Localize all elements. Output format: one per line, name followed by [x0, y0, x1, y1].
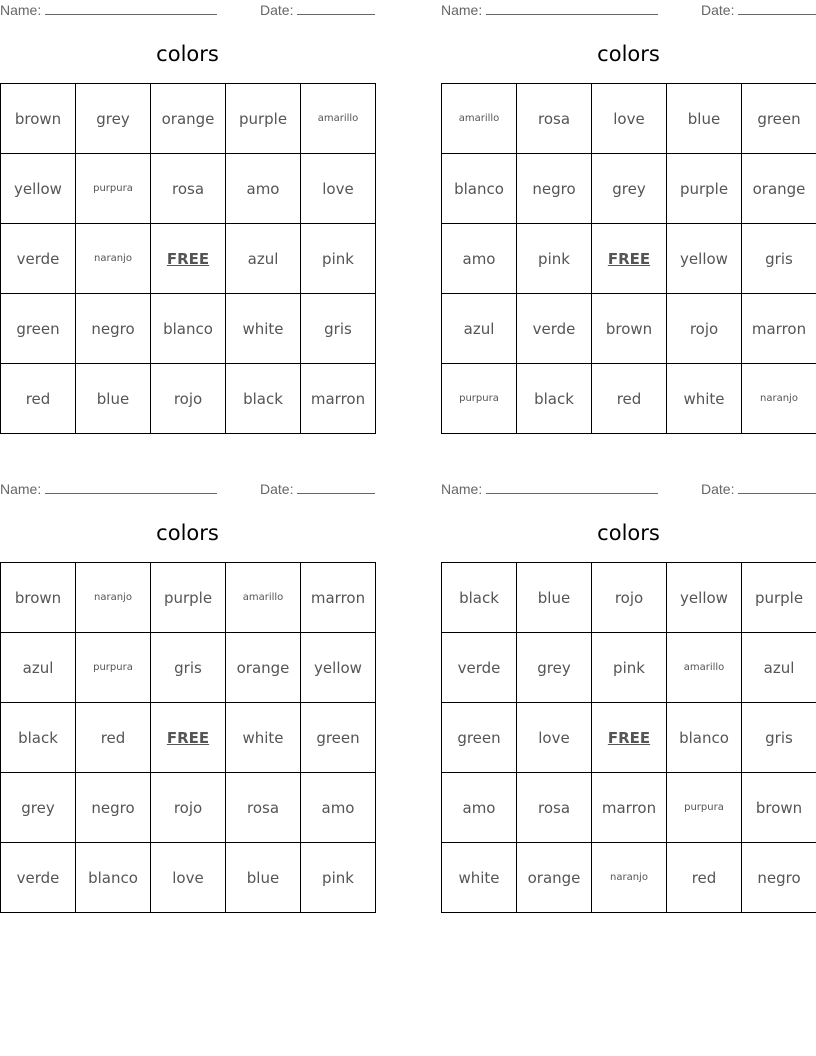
bingo-cell: negro — [76, 773, 151, 843]
bingo-cell: gris — [151, 633, 226, 703]
bingo-cell: green — [301, 703, 376, 773]
grid-row — [1, 703, 376, 773]
bingo-grid — [441, 83, 816, 434]
bingo-cell: purple — [151, 563, 226, 633]
bingo-cell: gris — [742, 703, 816, 773]
name-field — [441, 481, 658, 497]
bingo-cell: yellow — [301, 633, 376, 703]
date-field — [260, 481, 375, 497]
bingo-cell: negro — [742, 843, 816, 913]
bingo-cell: verde — [517, 294, 592, 364]
bingo-cell: red — [667, 843, 742, 913]
bingo-cell: grey — [1, 773, 76, 843]
grid-row — [1, 563, 376, 633]
bingo-cell: purpura — [76, 633, 151, 703]
bingo-cell: red — [76, 703, 151, 773]
name-field — [0, 481, 217, 497]
bingo-cell: verde — [442, 633, 517, 703]
bingo-cell: purple — [226, 84, 301, 154]
bingo-cell: love — [517, 703, 592, 773]
bingo-cell: rojo — [592, 563, 667, 633]
bingo-cell: green — [442, 703, 517, 773]
bingo-card-1 — [0, 0, 375, 440]
bingo-cell: naranjo — [742, 364, 816, 434]
bingo-cell: purpura — [442, 364, 517, 434]
bingo-cell: brown — [742, 773, 816, 843]
bingo-cell: negro — [76, 294, 151, 364]
card-title: colors — [156, 521, 219, 545]
grid-row — [442, 294, 816, 364]
bingo-card-3 — [0, 479, 375, 919]
bingo-cell: black — [517, 364, 592, 434]
bingo-cell: rojo — [151, 364, 226, 434]
date-field — [701, 481, 816, 497]
bingo-cell: purple — [667, 154, 742, 224]
bingo-cell: yellow — [1, 154, 76, 224]
bingo-cell: amarillo — [301, 84, 376, 154]
bingo-cell: black — [226, 364, 301, 434]
bingo-cell: white — [226, 294, 301, 364]
free-space-cell: FREE — [151, 703, 226, 773]
bingo-cell: yellow — [667, 563, 742, 633]
bingo-cell: red — [592, 364, 667, 434]
bingo-cell: grey — [76, 84, 151, 154]
name-line — [486, 481, 658, 494]
date-label: Date: — [701, 2, 735, 18]
grid-row — [1, 633, 376, 703]
bingo-cell: orange — [517, 843, 592, 913]
free-space-cell: FREE — [151, 224, 226, 294]
bingo-cell: negro — [517, 154, 592, 224]
bingo-cell: yellow — [667, 224, 742, 294]
bingo-cell: amo — [301, 773, 376, 843]
name-date-row — [441, 2, 816, 20]
date-line — [297, 481, 375, 494]
bingo-cell: white — [667, 364, 742, 434]
free-space-cell: FREE — [592, 224, 667, 294]
bingo-card-4 — [441, 479, 816, 919]
bingo-cell: red — [1, 364, 76, 434]
bingo-cell: orange — [742, 154, 816, 224]
bingo-cell: gris — [742, 224, 816, 294]
bingo-cell: grey — [517, 633, 592, 703]
bingo-cell: blanco — [76, 843, 151, 913]
date-label: Date: — [701, 481, 735, 497]
name-line — [486, 2, 658, 15]
grid-row — [1, 224, 376, 294]
grid-row — [1, 84, 376, 154]
bingo-cell: pink — [301, 843, 376, 913]
bingo-cell: amarillo — [667, 633, 742, 703]
bingo-cell: naranjo — [76, 224, 151, 294]
bingo-cell: blue — [226, 843, 301, 913]
bingo-cell: amarillo — [226, 563, 301, 633]
bingo-cell: azul — [1, 633, 76, 703]
bingo-cell: brown — [592, 294, 667, 364]
grid-row — [1, 294, 376, 364]
date-label: Date: — [260, 481, 294, 497]
bingo-cell: marron — [301, 364, 376, 434]
date-field — [701, 2, 816, 18]
bingo-cell: brown — [1, 563, 76, 633]
bingo-cell: amarillo — [442, 84, 517, 154]
name-date-row — [0, 481, 375, 499]
grid-row — [1, 843, 376, 913]
bingo-cell: grey — [592, 154, 667, 224]
bingo-cell: rojo — [667, 294, 742, 364]
bingo-cell: purple — [742, 563, 816, 633]
bingo-cell: green — [742, 84, 816, 154]
grid-row — [442, 633, 816, 703]
free-space-cell: FREE — [592, 703, 667, 773]
card-title: colors — [597, 42, 660, 66]
bingo-cell: love — [301, 154, 376, 224]
bingo-cell: love — [592, 84, 667, 154]
grid-row — [442, 84, 816, 154]
grid-row — [442, 563, 816, 633]
grid-row — [442, 364, 816, 434]
bingo-cell: white — [226, 703, 301, 773]
name-line — [45, 2, 217, 15]
bingo-cell: brown — [1, 84, 76, 154]
bingo-cell: purpura — [76, 154, 151, 224]
bingo-cell: azul — [742, 633, 816, 703]
date-line — [738, 2, 816, 15]
bingo-cell: amo — [226, 154, 301, 224]
bingo-grid — [441, 562, 816, 913]
grid-row — [1, 154, 376, 224]
bingo-cell: verde — [1, 224, 76, 294]
grid-row — [442, 703, 816, 773]
bingo-cell: pink — [592, 633, 667, 703]
card-title: colors — [156, 42, 219, 66]
name-label: Name: — [0, 481, 42, 497]
bingo-cell: black — [442, 563, 517, 633]
grid-row — [442, 773, 816, 843]
bingo-cell: rosa — [226, 773, 301, 843]
bingo-cell: black — [1, 703, 76, 773]
bingo-cell: blanco — [442, 154, 517, 224]
bingo-cell: pink — [301, 224, 376, 294]
bingo-cell: azul — [442, 294, 517, 364]
grid-row — [442, 154, 816, 224]
bingo-cell: blanco — [151, 294, 226, 364]
bingo-cell: love — [151, 843, 226, 913]
name-line — [45, 481, 217, 494]
name-label: Name: — [441, 2, 483, 18]
date-field — [260, 2, 375, 18]
bingo-cell: amo — [442, 773, 517, 843]
bingo-cell: naranjo — [76, 563, 151, 633]
bingo-cell: verde — [1, 843, 76, 913]
bingo-cell: marron — [742, 294, 816, 364]
date-label: Date: — [260, 2, 294, 18]
bingo-cell: blue — [76, 364, 151, 434]
bingo-cell: purpura — [667, 773, 742, 843]
bingo-cell: rosa — [517, 84, 592, 154]
date-line — [297, 2, 375, 15]
bingo-cell: naranjo — [592, 843, 667, 913]
name-label: Name: — [441, 481, 483, 497]
bingo-cell: blue — [517, 563, 592, 633]
bingo-cell: rosa — [517, 773, 592, 843]
bingo-cell: orange — [226, 633, 301, 703]
date-line — [738, 481, 816, 494]
grid-row — [1, 364, 376, 434]
grid-row — [442, 224, 816, 294]
bingo-cell: rosa — [151, 154, 226, 224]
bingo-cell: amo — [442, 224, 517, 294]
grid-row — [442, 843, 816, 913]
name-date-row — [0, 2, 375, 20]
grid-row — [1, 773, 376, 843]
bingo-card-2 — [441, 0, 816, 440]
card-title: colors — [597, 521, 660, 545]
bingo-cell: orange — [151, 84, 226, 154]
bingo-grid — [0, 562, 376, 913]
name-field — [441, 2, 658, 18]
bingo-grid — [0, 83, 376, 434]
bingo-cell: marron — [301, 563, 376, 633]
bingo-cell: white — [442, 843, 517, 913]
bingo-cell: pink — [517, 224, 592, 294]
name-field — [0, 2, 217, 18]
bingo-cell: gris — [301, 294, 376, 364]
bingo-cell: azul — [226, 224, 301, 294]
bingo-cell: blanco — [667, 703, 742, 773]
name-label: Name: — [0, 2, 42, 18]
bingo-cell: rojo — [151, 773, 226, 843]
bingo-cell: marron — [592, 773, 667, 843]
bingo-cell: blue — [667, 84, 742, 154]
name-date-row — [441, 481, 816, 499]
bingo-cell: green — [1, 294, 76, 364]
